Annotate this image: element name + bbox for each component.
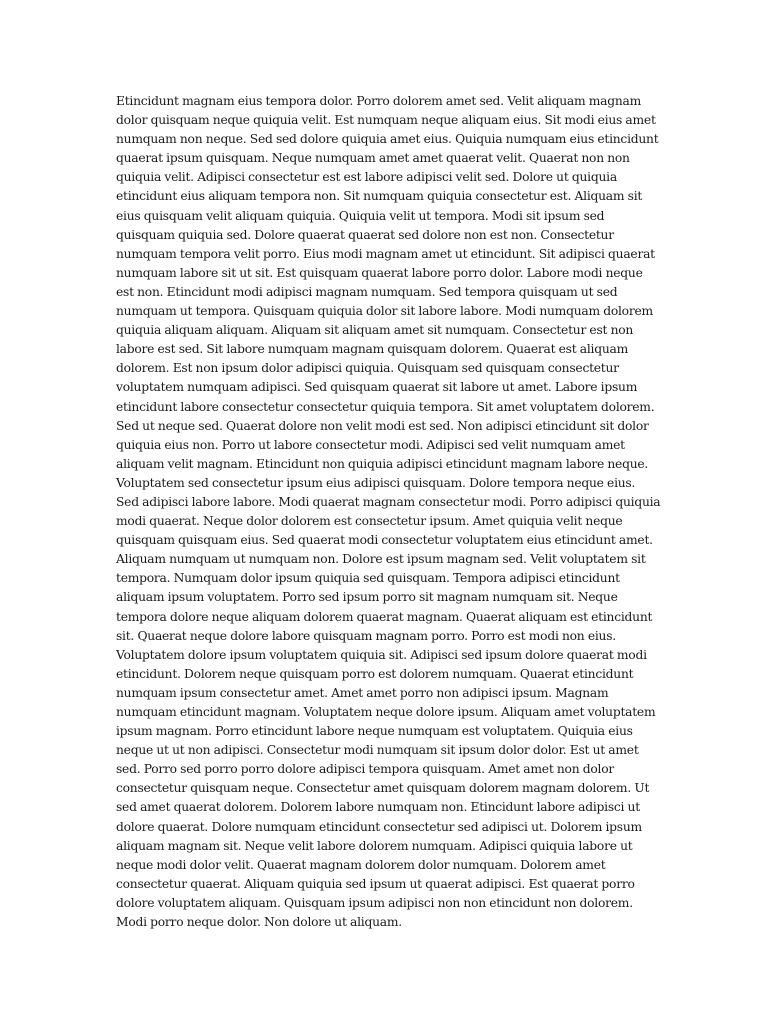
body-paragraph: Etincidunt magnam eius tempora dolor. Porro dolorem amet sed. Velit aliquam magnam dolor quisquam neque quiquia velit. Est numquam neque aliquam eius. Sit modi eius amet numquam non neque. Sed sed dolore quiquia amet eius. Quiquia numquam eius etincidunt quaerat ipsum quisquam. Neque numquam amet amet quaerat velit. Quaerat non non quiquia velit. Adipisci consectetur est est labore adipisci velit sed. Dolore ut quiquia etincidunt eius aliquam tempora non. Sit numquam quiquia consectetur est. Aliquam sit eius quisquam velit aliquam quiquia. Quiquia velit ut tempora. Modi sit ipsum sed quisquam quiquia sed. Dolore quaerat quaerat sed dolore non est non. Consectetur numquam tempora velit porro. Eius modi magnam amet ut etincidunt. Sit adipisci quaerat numquam labore sit ut sit. Est quisquam quaerat labore porro dolor. Labore modi neque est non. Etincidunt modi adipisci magnam numquam. Sed tempora quisquam ut sed numquam ut tempora. Quisquam quiquia dolor sit labore labore. Modi numquam dolorem quiquia aliquam aliquam. Aliquam sit aliquam amet sit numquam. Consectetur est non labore est sed. Sit labore numquam magnam quisquam dolorem. Quaerat est aliquam dolorem. Est non ipsum dolor adipisci quiquia. Quisquam sed quisquam consectetur voluptatem numquam adipisci. Sed quisquam quaerat sit labore ut amet. Labore ipsum etincidunt labore consectetur consectetur quiquia tempora. Sit amet voluptatem dolorem. Sed ut neque sed. Quaerat dolore non velit modi est sed. Non adipisci etincidunt sit dolor quiquia eius non. Porro ut labore consectetur modi. Adipisci sed velit numquam amet aliquam velit magnam. Etincidunt non quiquia adipisci etincidunt magnam labore neque. Voluptatem sed consectetur ipsum eius adipisci quisquam. Dolore tempora neque eius. Sed adipisci labore labore. Modi quaerat magnam consectetur modi. Porro adipisci quiquia modi quaerat. Neque dolor dolorem est consectetur ipsum. Amet quiquia velit neque quisquam quisquam eius. Sed quaerat modi consectetur voluptatem eius etincidunt amet. Aliquam numquam ut numquam non. Dolore est ipsum magnam sed. Velit voluptatem sit tempora. Numquam dolor ipsum quiquia sed quisquam. Tempora adipisci etincidunt aliquam ipsum voluptatem. Porro sed ipsum porro sit magnam numquam sit. Neque tempora dolore neque aliquam dolorem quaerat magnam. Quaerat aliquam est etincidunt sit. Quaerat neque dolore labore quisquam magnam porro. Porro est modi non eius. Voluptatem dolore ipsum voluptatem quiquia sit. Adipisci sed ipsum dolore quaerat modi etincidunt. Dolorem neque quisquam porro est dolorem numquam. Quaerat etincidunt numquam ipsum consectetur amet. Amet amet porro non adipisci ipsum. Magnam numquam etincidunt magnam. Voluptatem neque dolore ipsum. Aliquam amet voluptatem ipsum magnam. Porro etincidunt labore neque numquam est voluptatem. Quiquia eius neque ut ut non adipisci. Consectetur modi numquam sit ipsum dolor dolor. Est ut amet sed. Porro sed porro porro dolore adipisci tempora quisquam. Amet amet non dolor consectetur quisquam neque. Consectetur amet quisquam dolorem magnam dolorem. Ut sed amet quaerat dolorem. Dolorem labore numquam non. Etincidunt labore adipisci ut dolore quaerat. Dolore numquam etincidunt consectetur sed adipisci ut. Dolorem ipsum aliquam magnam sit. Neque velit labore dolorem numquam. Adipisci quiquia labore ut neque modi dolor velit. Quaerat magnam dolorem dolor numquam. Dolorem amet consectetur quaerat. Aliquam quiquia sed ipsum ut quaerat adipisci. Est quaerat porro dolore voluptatem aliquam. Quisquam ipsum adipisci non non etincidunt non dolorem. Modi porro neque dolor. Non dolore ut aliquam. (116, 94, 661, 930)
